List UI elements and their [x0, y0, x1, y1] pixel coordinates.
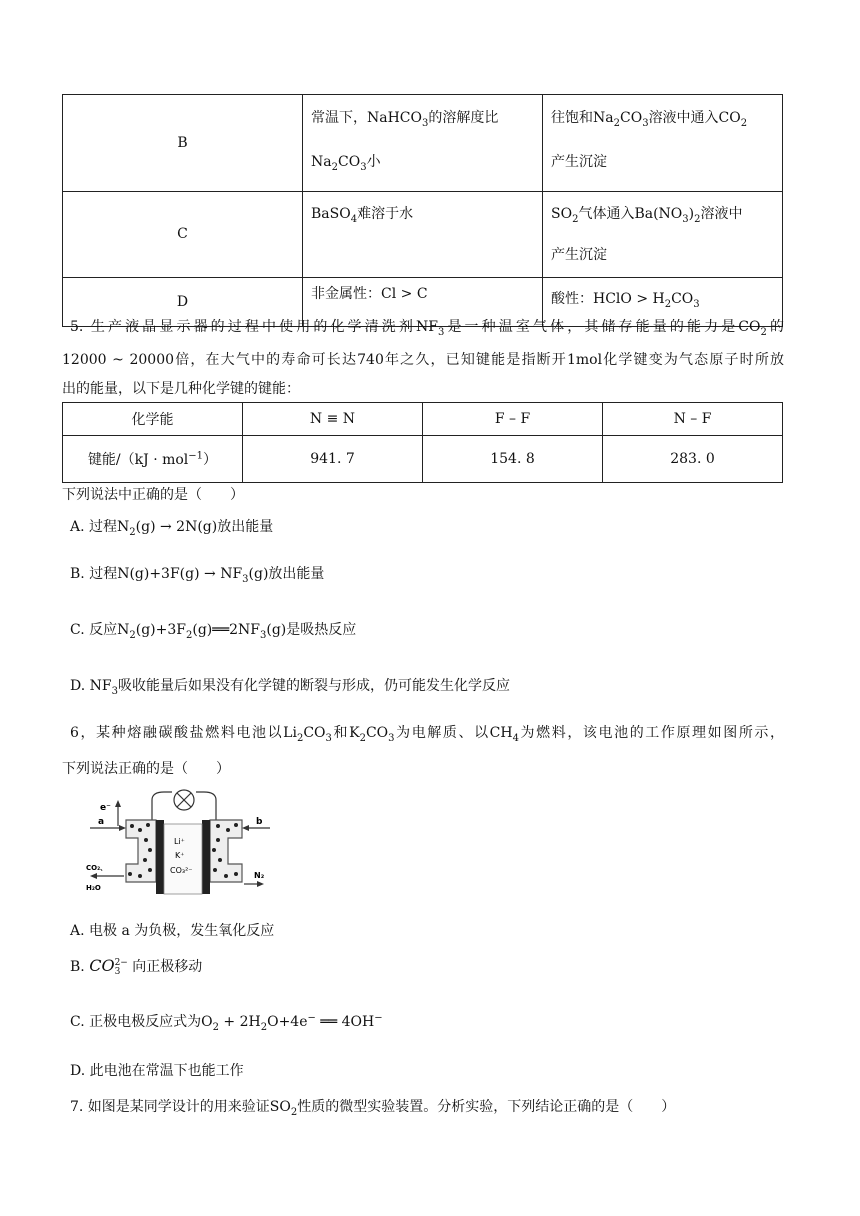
q6-option-a: A. 电极 a 为负极，发生氧化反应 [70, 923, 275, 939]
q6-option-d: D. 此电池在常温下也能工作 [70, 1063, 244, 1079]
evidence-cell: 往饱和$Na_2CO_3$溶液中通入$CO_2$ 产生沉淀 [543, 95, 783, 192]
table-cell: 941. 7 [243, 436, 423, 483]
table-cell: 154. 8 [423, 436, 603, 483]
inlet-a-label: a [98, 817, 105, 827]
ion-label: CO₃²⁻ [170, 866, 193, 875]
q5-stem: 下列说法中正确的是（ ） [62, 487, 244, 503]
q5-option-d: D. $NF_3$吸收能量后如果没有化学键的断裂与形成，仍可能发生化学反应 [70, 678, 510, 697]
q5-text-line: 5. 生产液晶显示器的过程中使用的化学清洗剂$NF_3$是一种温室气体，其储存能量的能力是$CO_2$的 [70, 319, 784, 338]
q5-option-a: A. 过程$N_2(g) \to 2N(g)$放出能量 [70, 519, 274, 538]
row-key: B [63, 95, 303, 192]
statement-cell: BaSO$_4$难溶于水 [303, 191, 543, 278]
column-header: N ≡ N [243, 403, 423, 436]
bond-energy-table [62, 402, 783, 483]
q6-text-line: 下列说法正确的是（ ） [62, 761, 230, 777]
q5-option-b: B. 过程$N(g)+3F(g) \to NF_3(g)$放出能量 [70, 566, 325, 585]
electrode-a [156, 820, 164, 894]
outlet-left-label: H₂O [86, 884, 101, 892]
column-header: F – F [423, 403, 603, 436]
q6-option-c: C. 正极电极反应式为$O_2 + 2H_2O+4e^-$ ══ 4OH− [70, 1012, 383, 1033]
inlet-b-label: b [256, 817, 263, 827]
row-label: 键能/（kJ · mol$^{-1}$） [63, 436, 243, 483]
comparison-table [62, 94, 783, 327]
statement-cell: 非金属性：Cl > C [303, 278, 543, 327]
table-cell: 283. 0 [603, 436, 783, 483]
table-row [63, 95, 783, 192]
q5-text-line: 出的能量，以下是几种化学键的键能： [62, 381, 300, 397]
electron-label: e⁻ [100, 803, 111, 813]
table-header-row [63, 403, 783, 436]
outlet-left-label: CO₂、 [86, 864, 108, 872]
q6-option-b: B. CO 2− 3 向正极移动 [70, 956, 203, 977]
q7-text-line: 7. 如图是某同学设计的用来验证$SO_2$性质的微型实验装置。分析实验，下列结论正确的是（ ） [70, 1099, 676, 1118]
statement-cell: 常温下，NaHCO$_3$的溶解度比 $Na_2CO_3$小 [303, 95, 543, 192]
column-header: 化学能 [63, 403, 243, 436]
ion-label: K⁺ [175, 851, 185, 860]
evidence-cell: $SO_2$气体通入$Ba(NO_3)_2$溶液中 产生沉淀 [543, 191, 783, 278]
q6-text-line: 6，某种熔融碳酸盐燃料电池以$Li_2CO_3$和$K_2CO_3$为电解质、以$CH_4$为燃料，该电池的工作原理如图所示， [70, 725, 785, 744]
ion-label: Li⁺ [174, 837, 185, 846]
evidence-cell: 酸性：HClO > $H_2CO_3$ [543, 278, 783, 327]
table-row [63, 436, 783, 483]
table-row [63, 191, 783, 278]
q5-text-line: 12000 ~ 20000倍，在大气中的寿命可长达740年之久，已知键能是指断开1mol化学键变为气态原子时所放 [62, 352, 784, 368]
row-key: C [63, 191, 303, 278]
row-key: D [63, 278, 303, 327]
lamp-icon [174, 790, 194, 810]
column-header: N – F [603, 403, 783, 436]
electrode-b [202, 820, 210, 894]
q5-option-c: C. 反应$N_2(g)+3F_2(g)══2NF_3(g)$是吸热反应 [70, 622, 357, 641]
fuel-cell-diagram [84, 786, 274, 898]
outlet-right-label: N₂ [254, 871, 265, 880]
